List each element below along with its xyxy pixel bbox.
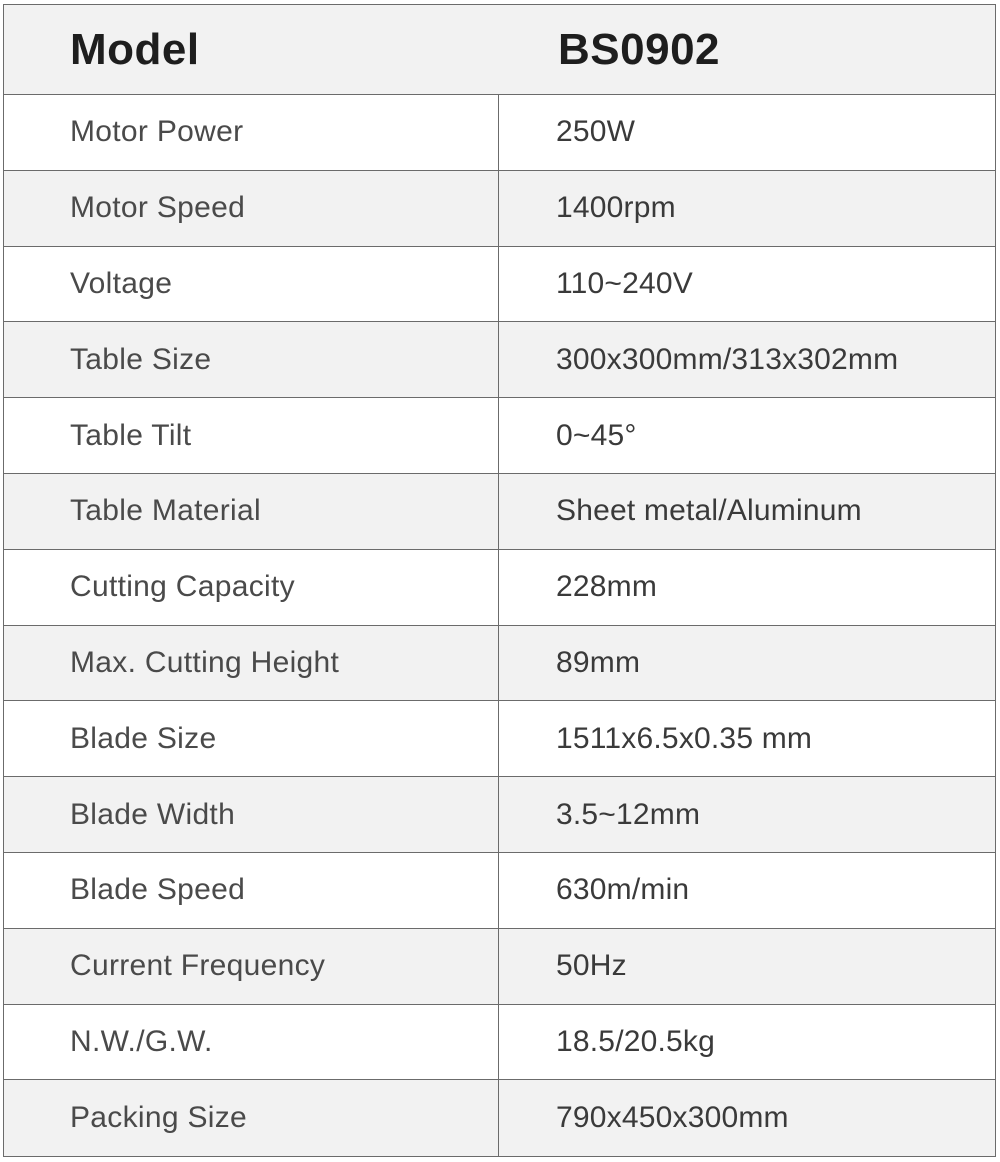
- header-value: BS0902: [558, 24, 721, 74]
- spec-label: Motor Speed: [4, 171, 499, 246]
- spec-table: [3, 4, 996, 1157]
- spec-value: 228mm: [556, 570, 658, 604]
- spec-label: N.W./G.W.: [4, 1005, 499, 1080]
- table-header-row: [4, 5, 995, 95]
- table-row: [4, 929, 995, 1005]
- spec-label: Motor Power: [4, 95, 499, 170]
- spec-label: Voltage: [4, 247, 499, 322]
- spec-label: Table Material: [4, 474, 499, 549]
- table-row: [4, 701, 995, 777]
- spec-label: Table Size: [4, 322, 499, 397]
- spec-label: Max. Cutting Height: [4, 626, 499, 701]
- table-row: [4, 247, 995, 323]
- spec-value: 0~45°: [556, 418, 637, 452]
- spec-label: Current Frequency: [4, 929, 499, 1004]
- table-row: [4, 171, 995, 247]
- spec-value: 89mm: [556, 645, 641, 679]
- header-label: Model: [70, 24, 200, 74]
- spec-value: 3.5~12mm: [556, 797, 701, 831]
- spec-label: Blade Size: [4, 701, 499, 776]
- table-row: [4, 550, 995, 626]
- spec-value: 18.5/20.5kg: [556, 1024, 715, 1058]
- spec-value: 250W: [556, 115, 636, 149]
- spec-value: 790x450x300mm: [556, 1101, 789, 1135]
- spec-value: 300x300mm/313x302mm: [556, 342, 899, 376]
- spec-value: 1511x6.5x0.35 mm: [556, 721, 813, 755]
- spec-value: 630m/min: [556, 873, 690, 907]
- spec-label: Packing Size: [4, 1080, 499, 1156]
- spec-value: Sheet metal/Aluminum: [556, 494, 862, 528]
- spec-value: 50Hz: [556, 949, 627, 983]
- table-row: [4, 398, 995, 474]
- table-row: [4, 626, 995, 702]
- table-row: [4, 1005, 995, 1081]
- spec-value: 110~240V: [556, 266, 694, 300]
- table-row: [4, 474, 995, 550]
- spec-value: 1400rpm: [556, 191, 676, 225]
- spec-label: Cutting Capacity: [4, 550, 499, 625]
- table-row: [4, 1080, 995, 1156]
- table-row: [4, 322, 995, 398]
- table-row: [4, 777, 995, 853]
- spec-label: Blade Speed: [4, 853, 499, 928]
- table-row: [4, 853, 995, 929]
- spec-label: Blade Width: [4, 777, 499, 852]
- spec-label: Table Tilt: [4, 398, 499, 473]
- table-row: [4, 95, 995, 171]
